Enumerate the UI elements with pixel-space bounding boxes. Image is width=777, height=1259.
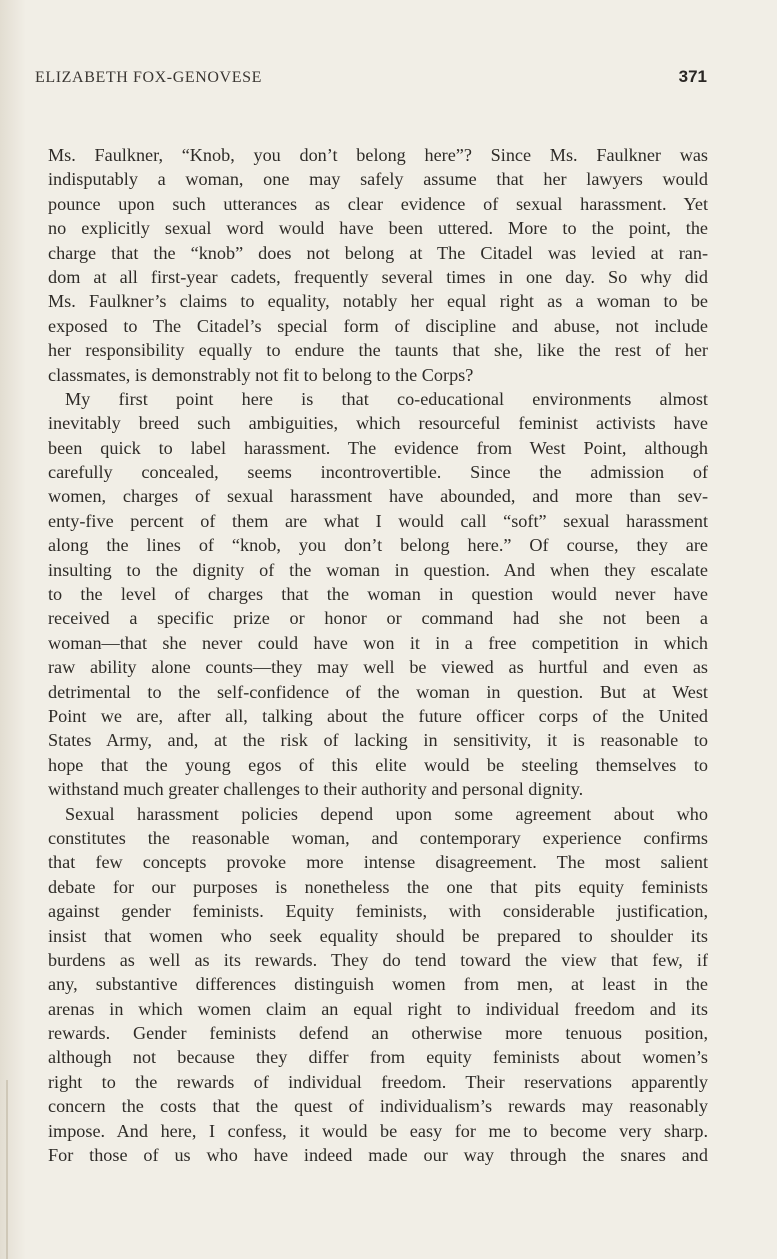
text-line: charge that the “knob” does not belong at The Citadel was levied at ran- xyxy=(48,242,708,263)
text-line: inevitably breed such ambiguities, which resourceful feminist activists have xyxy=(48,413,708,434)
text-line: right to the rewards of individual freedom. Their reservations apparently xyxy=(48,1071,708,1092)
text-line: insist that women who seek equality should be prepared to shoulder its xyxy=(48,925,708,946)
text-line: My first point here is that co-educational environments almost xyxy=(65,388,708,409)
text-line: along the lines of “knob, you don’t belong here.” Of course, they are xyxy=(48,535,708,556)
text-line: hope that the young egos of this elite would be steeling themselves to xyxy=(48,754,708,775)
running-head-author: ELIZABETH FOX-GENOVESE xyxy=(35,69,262,86)
text-line: debate for our purposes is nonetheless the one that pits equity feminists xyxy=(48,876,708,897)
text-line: although not because they differ from equity feminists about women’s xyxy=(48,1047,708,1068)
text-line: any, substantive differences distinguish women from men, at least in the xyxy=(48,974,708,995)
text-line: her responsibility equally to endure the taunts that she, like the rest of her xyxy=(48,340,708,361)
text-line: raw ability alone counts—they may well be viewed as hurtful and even as xyxy=(48,657,708,678)
text-line: arenas in which women claim an equal right to individual freedom and its xyxy=(48,998,708,1019)
text-line: against gender feminists. Equity feminists, with considerable justification, xyxy=(48,901,708,922)
text-line: to the level of charges that the woman in question would never have xyxy=(48,584,708,605)
text-line: impose. And here, I confess, it would be easy for me to become very sharp. xyxy=(48,1120,708,1141)
text-line: been quick to label harassment. The evidence from West Point, although xyxy=(48,437,708,458)
text-line: indisputably a woman, one may safely assume that her lawyers would xyxy=(48,169,708,190)
text-line: exposed to The Citadel’s special form of discipline and abuse, not include xyxy=(48,315,708,336)
text-line: Point we are, after all, talking about the future officer corps of the United xyxy=(48,705,708,726)
text-line: insulting to the dignity of the woman in question. And when they escalate xyxy=(48,559,708,580)
text-line: woman—that she never could have won it in a free competition in which xyxy=(48,632,708,653)
text-line: Ms. Faulkner, “Knob, you don’t belong here”? Since Ms. Faulkner was xyxy=(48,145,708,165)
text-line: withstand much greater challenges to their authority and personal dignity. xyxy=(48,779,584,800)
text-line: that few concepts provoke more intense disagreement. The most salient xyxy=(48,852,708,873)
text-line: Sexual harassment policies depend upon some agreement about who xyxy=(65,803,708,824)
text-line: rewards. Gender feminists defend an otherwise more tenuous position, xyxy=(48,1023,708,1044)
page-number: 371 xyxy=(678,67,707,86)
text-line: For those of us who have indeed made our way through the snares and xyxy=(48,1145,708,1166)
text-line: Ms. Faulkner’s claims to equality, notably her equal right as a woman to be xyxy=(48,291,708,312)
body-text xyxy=(48,143,708,1167)
text-line: women, charges of sexual harassment have abounded, and more than sev- xyxy=(48,486,708,507)
text-line: States Army, and, at the risk of lacking in sensitivity, it is reasonable to xyxy=(48,730,708,751)
page-binding-crease xyxy=(6,1080,8,1259)
text-line: carefully concealed, seems incontrovertible. Since the admission of xyxy=(48,462,708,483)
running-header xyxy=(35,69,707,93)
text-line: received a specific prize or honor or command had she not been a xyxy=(48,608,708,629)
text-line: dom at all first-year cadets, frequently several times in one day. So why did xyxy=(48,266,708,287)
text-line: detrimental to the self-confidence of the woman in question. But at West xyxy=(48,681,708,702)
text-line: classmates, is demonstrably not fit to belong to the Corps? xyxy=(48,364,474,385)
text-line: constitutes the reasonable woman, and contemporary experience confirms xyxy=(48,827,708,848)
text-line: concern the costs that the quest of individualism’s rewards may reasonably xyxy=(48,1096,708,1117)
text-line: no explicitly sexual word would have been uttered. More to the point, the xyxy=(48,218,708,239)
text-line: enty-five percent of them are what I would call “soft” sexual harassment xyxy=(48,510,708,531)
text-line: burdens as well as its rewards. They do tend toward the view that few, if xyxy=(48,949,708,970)
page-gutter-shadow xyxy=(0,0,26,1259)
text-line: pounce upon such utterances as clear evidence of sexual harassment. Yet xyxy=(48,193,708,214)
